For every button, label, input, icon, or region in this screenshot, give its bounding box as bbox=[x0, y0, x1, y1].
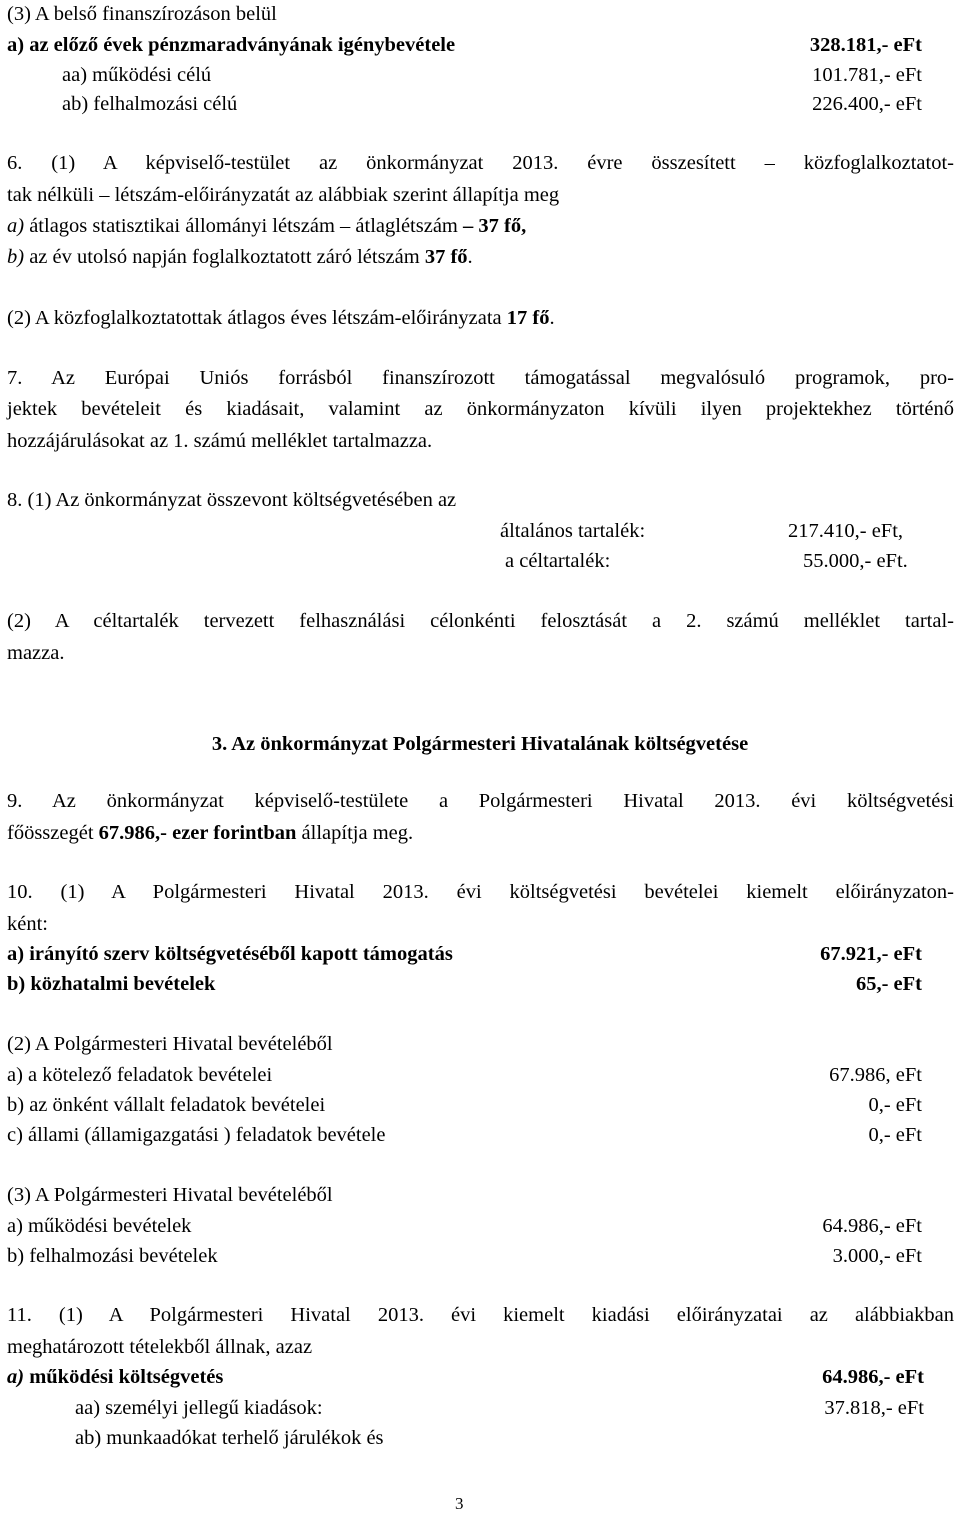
p8-line1: 8. (1) Az önkormányzat összevont költségvetésében az bbox=[7, 489, 457, 511]
s3-aa-label: aa) működési célú bbox=[62, 64, 212, 86]
s3-a-label: a) az előző évek pénzmaradványának igénybevétele bbox=[7, 34, 456, 56]
p9-total-amount: 67.986,- ezer forintban bbox=[98, 822, 297, 844]
p10-3-b-label: b) felhalmozási bevételek bbox=[7, 1245, 218, 1267]
s3-aa-value: 101.781,- eFt bbox=[812, 64, 922, 86]
s3-a-value: 328.181,- eFt bbox=[809, 34, 922, 56]
p6-item-a bbox=[7, 214, 526, 238]
p6-2-text: (2) A közfoglalkoztatottak átlagos éves létszám-előirányzata bbox=[7, 307, 507, 329]
p7-line1: 7. Az Európai Uniós forrásból finanszírozott támogatással megvalósuló programok, pro- bbox=[7, 367, 954, 389]
p10-3-a-label: a) működési bevételek bbox=[7, 1215, 192, 1237]
chapter-3-title: 3. Az önkormányzat Polgármesteri Hivatalának költségvetése bbox=[211, 733, 749, 755]
p6-b-text: az év utolsó napján foglalkoztatott záró létszám bbox=[24, 246, 425, 268]
p6-a-bold: – 37 fő, bbox=[457, 215, 527, 237]
p11-aa-value: 37.818,- eFt bbox=[824, 1397, 924, 1419]
p11-line2: meghatározott tételekből állnak, azaz bbox=[7, 1336, 313, 1358]
p8-2-line1: (2) A céltartalék tervezett felhasználási célonkénti felosztását a 2. számú melléklet tartal- bbox=[7, 610, 954, 632]
p10-2-a-label: a) a kötelező feladatok bevételei bbox=[7, 1064, 273, 1086]
p10-a-value: 67.921,- eFt bbox=[820, 943, 922, 965]
p6-2 bbox=[7, 306, 555, 330]
p6-b-marker: b) bbox=[7, 246, 25, 268]
p10-b-value: 65,- eFt bbox=[855, 973, 922, 995]
p9-text-b: állapítja meg. bbox=[296, 822, 414, 844]
p11-line1: 11. (1) A Polgármesteri Hivatal 2013. évi kiemelt kiadási előirányzatai az alábbiakban bbox=[7, 1304, 954, 1326]
p8-general-reserve-value: 217.410,- eFt, bbox=[788, 520, 904, 542]
p9-text-a: főösszegét bbox=[7, 822, 99, 844]
p6-line2: tak nélküli – létszám-előirányzatát az alábbiak szerint állapítja meg bbox=[7, 184, 560, 206]
p6-a-marker: a) bbox=[7, 215, 25, 237]
p7-line3: hozzájárulásokat az 1. számú melléklet tartalmazza. bbox=[7, 430, 433, 452]
p10-2-c-label: c) állami (államigazgatási ) feladatok bevétele bbox=[7, 1124, 386, 1146]
p6-item-b bbox=[7, 245, 473, 269]
s3-ab-label: ab) felhalmozási célú bbox=[62, 93, 238, 115]
p10-3-b-value: 3.000,- eFt bbox=[832, 1245, 922, 1267]
p10-a-label: a) irányító szerv költségvetéséből kapott támogatás bbox=[7, 943, 453, 965]
p8-target-reserve-label: a céltartalék: bbox=[505, 550, 611, 572]
p10-line2: ként: bbox=[7, 913, 48, 935]
p10-line1: 10. (1) A Polgármesteri Hivatal 2013. évi költségvetési bevételei kiemelt előirányzaton- bbox=[7, 881, 954, 903]
p10-b-label: b) közhatalmi bevételek bbox=[7, 973, 216, 995]
p11-ab-label: ab) munkaadókat terhelő járulékok és bbox=[75, 1427, 384, 1449]
page-number: 3 bbox=[455, 1494, 464, 1513]
p10-2-header: (2) A Polgármesteri Hivatal bevételéből bbox=[7, 1033, 333, 1055]
p8-general-reserve-label: általános tartalék: bbox=[500, 520, 646, 542]
p9-line1: 9. Az önkormányzat képviselő-testülete a Polgármesteri Hivatal 2013. évi költségvetési bbox=[7, 790, 954, 812]
p11-aa-label: aa) személyi jellegű kiadások: bbox=[75, 1397, 323, 1419]
p6-line1: 6. (1) A képviselő-testület az önkormányzat 2013. évre összesített – közfoglalkoztatot- bbox=[7, 152, 954, 174]
s3-ab-value: 226.400,- eFt bbox=[812, 93, 922, 115]
p11-a bbox=[7, 1365, 223, 1389]
p11-a-label: működési költségvetés bbox=[24, 1366, 224, 1388]
p6-b-end: . bbox=[467, 246, 473, 268]
p6-b-bold: 37 fő bbox=[424, 246, 468, 268]
p11-a-value: 64.986,- eFt bbox=[822, 1366, 924, 1388]
p9-line2 bbox=[7, 821, 413, 845]
p8-target-reserve-value: 55.000,- eFt. bbox=[803, 550, 908, 572]
p10-2-c-value: 0,- eFt bbox=[868, 1124, 922, 1146]
p6-2-end: . bbox=[549, 307, 555, 329]
p10-3-a-value: 64.986,- eFt bbox=[822, 1215, 922, 1237]
p11-a-marker: a) bbox=[7, 1366, 25, 1388]
p6-a-text: átlagos statisztikai állományi létszám – átlaglétszám bbox=[24, 215, 458, 237]
section-3-header: (3) A belső finanszírozáson belül bbox=[7, 3, 277, 25]
p10-3-header: (3) A Polgármesteri Hivatal bevételéből bbox=[7, 1184, 333, 1206]
p8-2-line2: mazza. bbox=[7, 642, 65, 664]
p10-2-a-value: 67.986, eFt bbox=[829, 1064, 922, 1086]
p10-2-b-label: b) az önként vállalt feladatok bevételei bbox=[7, 1094, 326, 1116]
p6-2-bold: 17 fő bbox=[506, 307, 550, 329]
p10-2-b-value: 0,- eFt bbox=[868, 1094, 922, 1116]
p7-line2: jektek bevételeit és kiadásait, valamint az önkormányzaton kívüli ilyen projektekhez történő bbox=[7, 398, 954, 420]
